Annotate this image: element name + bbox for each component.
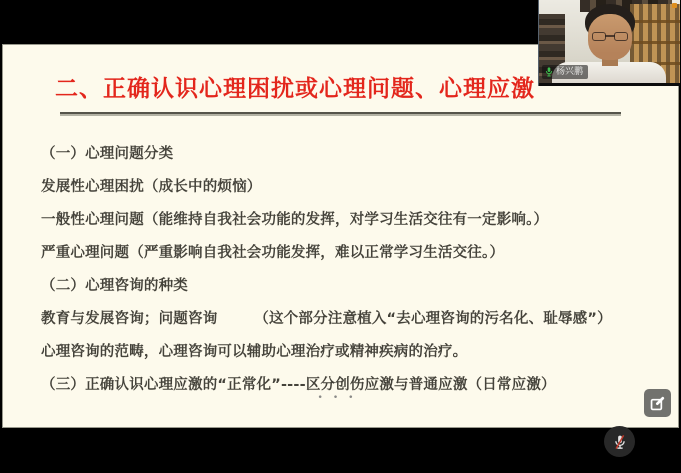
mic-muted-icon [611, 433, 629, 451]
slide-text-line: 发展性心理困扰（成长中的烦恼） [41, 179, 262, 195]
mic-on-icon [545, 67, 553, 77]
slide-text-line: （二）心理咨询的种类 [41, 278, 188, 294]
pencil-square-icon [649, 395, 666, 412]
slide-body [41, 138, 664, 402]
slide-title: 二、正确认识心理困扰或心理问题、心理应激 [55, 76, 535, 102]
participant-name: 杨兴鹏 [556, 67, 584, 77]
annotation-button[interactable] [644, 389, 671, 417]
shared-slide [2, 44, 679, 428]
slide-text-line: （三）正确认识心理应激的“正常化”----区分创伤应激与普通应激（日常应激） [41, 377, 556, 393]
slide-text-line: 严重心理问题（严重影响自我社会功能发挥，难以正常学习生活交往。） [41, 245, 505, 261]
participant-name-badge [542, 65, 588, 79]
slide-text-line: 教育与发展咨询；问题咨询 （这个部分注意植入“去心理咨询的污名化、耻辱感”） [41, 311, 612, 327]
pagination-dots: ••• [317, 393, 364, 403]
person-glasses [592, 32, 628, 42]
participant-video-tile[interactable] [538, 0, 680, 86]
mic-muted-button[interactable] [604, 426, 635, 457]
slide-text-line: （一）心理问题分类 [41, 146, 174, 162]
slide-text-line: 一般性心理问题（能维持自我社会功能的发挥，对学习生活交往有一定影响。） [41, 212, 549, 228]
status-indicator-dot [672, 3, 677, 8]
title-underline [60, 112, 621, 116]
slide-text-line: 心理咨询的范畴，心理咨询可以辅助心理治疗或精神疾病的治疗。 [41, 344, 468, 360]
